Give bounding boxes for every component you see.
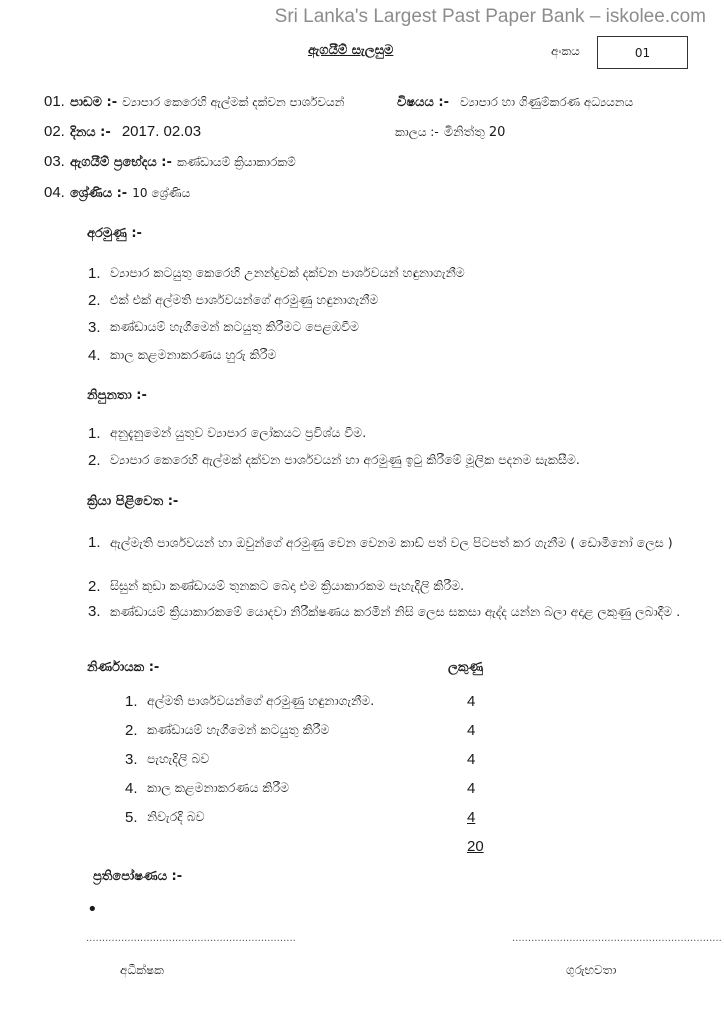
item-text: කණ්ඩායම් ක්‍රියාකාරකමේ යොදවා නිරීක්ෂණය කරමින් නිසි ලෙස සකසා ඇද්ද යන්න බලා අදාළ ලකුණු ලබාදීම . <box>110 604 681 619</box>
meta-date <box>44 121 201 140</box>
number-box <box>597 36 688 69</box>
number-value: 01 <box>634 45 651 60</box>
duration-value: මිනිත්තු 20 <box>443 125 506 140</box>
criteria-item <box>125 722 329 739</box>
criteria-heading: නිර්ණායක :- <box>87 660 160 675</box>
criteria-marks: 4 <box>467 809 476 826</box>
grade-value: 10 ශ්‍රේණිය <box>132 186 191 200</box>
lesson-label: පාඩම :- <box>69 95 118 110</box>
meta-grade <box>44 182 190 201</box>
watermark: Sri Lanka's Largest Past Paper Bank – iskolee.com <box>274 6 706 27</box>
subject-value: ව්‍යාපාර හා ගිණුම්කරණ අධ්‍යයනය <box>460 95 634 109</box>
item-text: පැහැදිලි බව <box>147 751 210 766</box>
criteria-total: 20 <box>467 838 484 855</box>
signature-line-right: .................................................................. <box>512 933 722 944</box>
criteria-item <box>125 693 374 710</box>
feedback-bullet: • <box>87 899 98 920</box>
item-number: 1. <box>88 265 101 282</box>
item-text: කණ්ඩායම් හැගීමෙන් කටයුතු කිරීම <box>147 722 330 737</box>
type-value: කණ්ඩායම් ක්‍රියාකාරකම් <box>176 155 296 169</box>
meta-number: 03. <box>44 153 65 170</box>
objectives-heading: අරමුණු :- <box>87 226 142 241</box>
item-text: නිවැරදි බව <box>147 809 205 824</box>
criteria-marks: 4 <box>467 693 476 710</box>
item-text: කණ්ඩායම් හැගීමෙන් කටයුතු කිරීමට පෙළඹවීම <box>110 319 360 334</box>
criteria-marks: 4 <box>467 780 476 797</box>
number-label: අංකය <box>551 44 580 58</box>
criteria-item <box>125 809 205 826</box>
objective-item <box>88 292 378 309</box>
meta-type <box>44 151 296 170</box>
item-number: 1. <box>125 693 138 710</box>
item-text: ඇල්මැති පාර්ශවයන් හා ඔවුන්ගේ අරමුණු වෙන වෙනම කාඩ් පත් වල පිටපත් කර ගැනීම ( ඩොමිනෝ ලෙස ) <box>110 535 673 550</box>
item-number: 4. <box>125 780 138 797</box>
item-number: 1. <box>88 534 101 551</box>
skills-heading: නිපුනතා :- <box>87 388 147 403</box>
item-number: 2. <box>88 292 101 309</box>
criteria-marks: 4 <box>467 722 476 739</box>
item-text: ව්‍යාපාර කටයුතු කෙරෙහි උනන්දුවක් දක්වන පාර්ශවයන් හඳුනාගැනීම <box>110 265 465 280</box>
criteria-marks: 4 <box>467 751 476 768</box>
feedback-heading: ප්‍රතිපෝෂණය :- <box>93 869 183 884</box>
item-text: කාල කළමනාකරණය කිරීම <box>147 780 290 795</box>
duration-label: කාලය :- <box>395 125 439 139</box>
item-text: සිසුන් කුඩා කණ්ඩායම් තුනකට බෙදා එම ක්‍රියාකාරකම පැහැදිලි කිරීම. <box>110 578 465 593</box>
supervisor-label: අධීක්ෂක <box>120 963 164 977</box>
type-label: ඇගයීම් ප්‍රභේදය :- <box>69 155 172 170</box>
date-label: දිනය :- <box>69 125 111 140</box>
objective-item <box>88 265 465 282</box>
item-number: 3. <box>88 319 101 336</box>
item-text: කාල කළමනාකරණය හුරු කිරීම <box>110 347 277 362</box>
meta-subject <box>397 91 633 110</box>
meta-lesson <box>44 91 344 110</box>
objective-item <box>88 347 276 364</box>
document-title: ඇගයීම් සැලසුම <box>308 43 394 58</box>
procedure-item <box>88 601 698 623</box>
item-number: 5. <box>125 809 138 826</box>
item-text: ව්‍යාපාර කෙරෙහි ඇල්මක් දක්වන පාර්ශවයන් හා අරමුණු ඉටු කිරීමේ මූලික පදනම සැකසීම. <box>110 452 580 467</box>
item-number: 1. <box>88 425 101 442</box>
item-number: 2. <box>125 722 138 739</box>
objective-item <box>88 319 359 336</box>
meta-number: 02. <box>44 123 65 140</box>
item-text: අනුදැනුමෙන් යුතුව ව්‍යාපාර ලෝකයට ප්‍රවිශ්ය වීම. <box>110 425 367 440</box>
meta-number: 01. <box>44 93 65 110</box>
item-number: 3. <box>88 603 101 620</box>
meta-duration <box>395 121 505 140</box>
teacher-label: ගුරුභවතා <box>566 963 617 977</box>
lesson-value: ව්‍යාපාර කෙරෙහි ඇල්මක් දක්වන පාර්ශවයන් <box>122 95 345 109</box>
criteria-item <box>125 751 209 768</box>
item-number: 4. <box>88 347 101 364</box>
skill-item <box>88 425 366 442</box>
date-value: 2017. 02.03 <box>121 123 202 140</box>
meta-number: 04. <box>44 184 65 201</box>
item-number: 2. <box>88 578 101 595</box>
item-number: 2. <box>88 452 101 469</box>
skill-item <box>88 452 580 469</box>
item-text: අල්මති පාර්ශවයන්ගේ අරමුණු හඳුනාගැනීම. <box>147 693 375 708</box>
item-text: එක් එක් අල්මති පාර්ශවයන්ගේ අරමුණු හඳුනාගැනීම <box>110 292 379 307</box>
grade-label: ශ්‍රේණිය :- <box>69 186 128 201</box>
procedure-item <box>88 532 698 554</box>
marks-heading: ලකුණු <box>448 660 484 675</box>
signature-line-left: .................................................................. <box>86 933 296 944</box>
procedure-item <box>88 578 464 595</box>
item-number: 3. <box>125 751 138 768</box>
criteria-item <box>125 780 289 797</box>
subject-label: විෂයය :- <box>397 95 449 110</box>
procedure-heading: ක්‍රියා පිළිවෙත :- <box>87 494 179 509</box>
